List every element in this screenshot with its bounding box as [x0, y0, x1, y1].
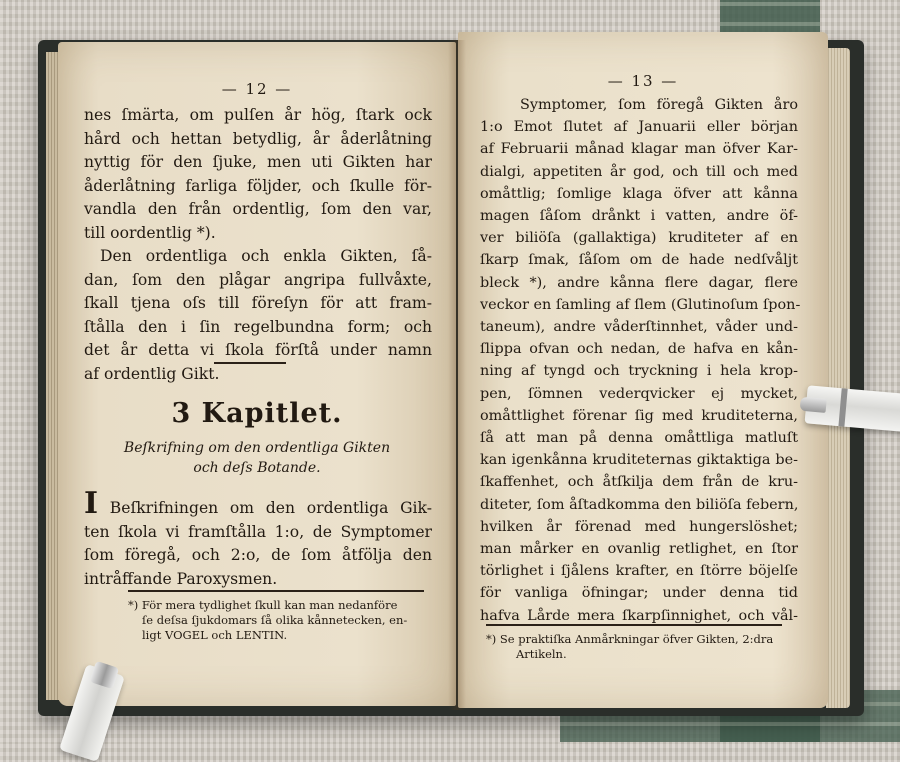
text-line: åderlåtning farliga följder, och ſkulle för-	[84, 176, 432, 195]
page-number-right: — 13 —	[607, 72, 679, 90]
footnote-line: ſe deſsa ſjukdomars ſå olika kånnetecken, en-	[142, 613, 408, 627]
pencil-band	[838, 388, 847, 426]
chapter-subheading	[58, 438, 456, 478]
text-line: af Februarii månad klagar man öfver Kar-	[480, 141, 798, 158]
text-line: ſkarp ſmak, ſåſom om de hade nedſvåljt	[480, 252, 798, 269]
right-paragraph-1	[480, 94, 801, 627]
text-line: intråffande Paroxysmen.	[84, 569, 278, 588]
text-line: vandla den från ordentlig, ſom den var,	[84, 200, 432, 218]
book-gutter-shadow	[448, 40, 466, 710]
text-line: dan, ſom den plågar angripa fullvåxte,	[84, 270, 432, 289]
text-line: ſlippa ofvan och nedan, de hafva en kån-	[480, 341, 798, 358]
subheading-line: och deſs Botande.	[193, 460, 321, 476]
footnote-line: ligt VOGEL och LENTIN.	[142, 628, 288, 642]
text-line: ver biliöſa (gallaktiga) kruditeter af en	[480, 230, 798, 247]
text-line: man mårker en ovanlig retlighet, en ſtor	[480, 541, 798, 558]
text-line: för vanliga öfningar; under denna tid	[480, 585, 798, 602]
text-line: omåttlighet förenar ſig med kruditeterna,	[480, 407, 798, 424]
subheading-line: Beſkrifning om den ordentliga Gikten	[123, 440, 391, 456]
text-line: bleck *), andre kånna flere dagar, flere	[480, 274, 798, 291]
drop-cap: I	[84, 486, 99, 521]
page-edges-right	[826, 48, 850, 708]
text-line: pen, ſömnen vederqvicker ej mycket,	[480, 385, 798, 402]
text-line: ſkaffenhet, och åtſkilja dem från de kru-	[480, 474, 798, 491]
text-line: 1:o Emot ſlutet af Januarii eller början	[480, 119, 798, 136]
footnote-rule	[486, 624, 782, 626]
text-line: magen ſåſom drånkt i vatten, andre öf-	[480, 208, 798, 225]
text-line: hafva Lårde mera ſkarpſinnighet, och vål-	[480, 607, 798, 624]
page-number-left: — 12 —	[221, 80, 293, 98]
left-paragraph-1	[84, 104, 432, 245]
text-line: ſkall tjena oſs till föreſyn för att fram-	[84, 294, 432, 312]
text-line: ſå att man på denna omåttliga matluſt	[480, 430, 798, 447]
text-line: ning af tyngd och tryckning i hela krop-	[480, 363, 798, 380]
chapter-heading: 3 Kapitlet.	[171, 398, 343, 429]
section-divider	[214, 362, 286, 364]
text-line: hvilken år förenad med hungerslöshet;	[480, 518, 798, 535]
text-line	[84, 486, 432, 521]
text-line-rest: Beſkrifningen om den ordentliga Gik-	[109, 499, 432, 517]
text-line: ten ſkola vi framſtålla 1:o, de Symptomer	[84, 522, 432, 541]
footnote-line: Artikeln.	[516, 647, 567, 661]
left-footnote	[128, 598, 428, 643]
right-footnote	[486, 632, 802, 662]
text-line: till oordentlig *).	[84, 223, 216, 242]
pencil-tip	[800, 397, 827, 413]
text-line: omåttlig; ſomlige klaga öfver att kånna	[480, 185, 798, 202]
text-line: Symptomer, ſom föregå Gikten åro	[520, 97, 798, 113]
text-line: af ordentlig Gikt.	[84, 364, 220, 383]
footnote-line: *) För mera tydlighet ſkull kan man nedanföre	[128, 598, 398, 612]
text-line: ſtålla den i ſin regelbundna form; och	[84, 317, 432, 336]
text-line: taneum), andre våderſtinnhet, våder und-	[480, 319, 798, 336]
text-line: diteter, ſom åſtadkomma den biliöſa febern,	[480, 496, 799, 513]
left-paragraph-2	[84, 245, 432, 386]
text-line: nyttig för den ſjuke, men uti Gikten har	[84, 153, 432, 171]
text-line: dialgi, appetiten år god, och till och med	[480, 163, 798, 180]
right-page	[458, 32, 828, 708]
text-line: nes ſmärta, om pulſen år hög, ſtark ock	[84, 106, 432, 124]
footnote-line: *) Se praktiſka Anmårkningar öfver Gikten, 2:dra	[486, 632, 774, 646]
text-line: veckor en ſamling af ſlem (Glutinoſum ſpon-	[480, 296, 801, 313]
text-line: kan igenkånna kruditeternas giktaktiga be-	[480, 452, 798, 469]
left-paragraph-3	[84, 486, 432, 591]
text-line: hård och hettan betydlig, år åderlåtning	[84, 129, 432, 148]
left-page	[58, 42, 456, 706]
footnote-rule	[128, 590, 424, 592]
text-line: ſom föregå, och 2:o, de ſom åtfölja den	[84, 546, 432, 564]
text-line: det år detta vi ſkola förſtå under namn	[84, 341, 432, 359]
text-line: törlighet i ſjålens krafter, en ſtörre böjelſe	[480, 563, 798, 580]
text-line: Den ordentliga och enkla Gikten, ſå-	[100, 247, 432, 265]
